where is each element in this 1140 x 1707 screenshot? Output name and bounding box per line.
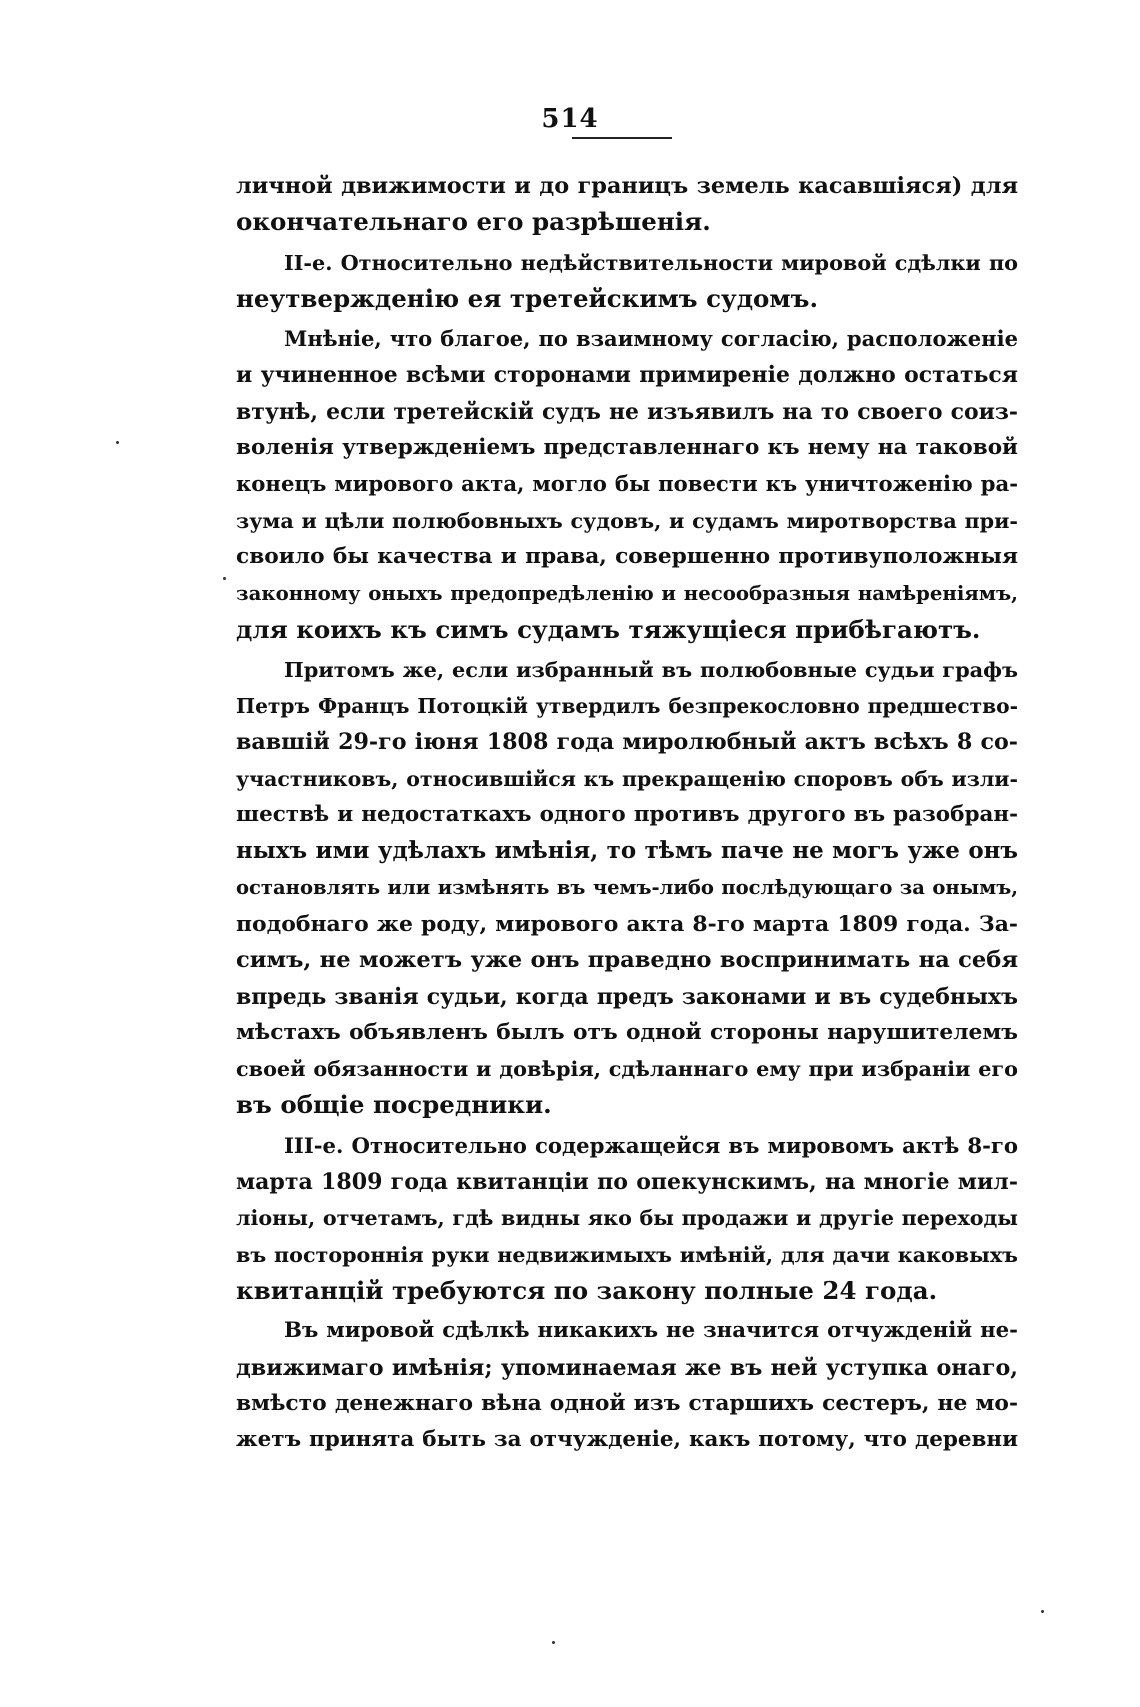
text-line: ліоны, отчетамъ, гдѣ видны яко бы продажи и другіе переходы xyxy=(236,1206,1018,1231)
scan-speck xyxy=(552,1641,555,1644)
text-line: Петръ Францъ Потоцкій утвердилъ безпрекословно предшество- xyxy=(236,694,1018,719)
text-line: конецъ мирового акта, могло бы повести къ уничтоженію ра- xyxy=(236,471,1018,497)
text-line: въ общіе посредники. xyxy=(236,1090,552,1120)
scan-speck xyxy=(223,577,226,580)
text-line: Мнѣніе, что благое, по взаимному согласію, расположеніе xyxy=(284,326,1018,352)
text-line: зума и цѣли полюбовныхъ судовъ, и судамъ миротворства при- xyxy=(236,508,1018,533)
text-line: своило бы качества и права, совершенно противуположныя xyxy=(236,543,1018,569)
text-line: подобнаго же роду, мирового акта 8-го марта 1809 года. За- xyxy=(236,910,1018,937)
text-line: вмѣсто денежнаго вѣна одной изъ старшихъ сестеръ, не мо- xyxy=(236,1390,1018,1416)
paragraph xyxy=(236,1313,1018,1458)
text-line: II-е. Относительно недѣйствительности мировой сдѣлки по xyxy=(284,249,1018,275)
text-line: воленія утвержденіемъ представленнаго къ нему на таковой xyxy=(236,435,1018,461)
paragraph xyxy=(236,321,1018,648)
text-line: для коихъ къ симъ судамъ тяжущіеся прибѣгаютъ. xyxy=(236,614,981,644)
text-line: впредь званія судьи, когда предъ законами и въ судебныхъ xyxy=(236,983,1018,1010)
text-line: мѣстахъ объявленъ былъ отъ одной стороны нарушителемъ xyxy=(236,1019,1018,1045)
text-line: втунѣ, если третейскій судъ не изъявилъ на то своего соиз- xyxy=(236,398,1018,425)
scan-speck xyxy=(116,441,119,444)
text-line: и учиненное всѣми сторонами примиреніе должно остаться xyxy=(236,362,1018,389)
text-line: ныхъ ими удѣлахъ имѣнія, то тѣмъ паче не могъ уже онъ xyxy=(236,837,1018,865)
text-line: законному оныхъ предопредѣленію и несообразныя намѣреніямъ, xyxy=(236,581,1018,606)
text-line: движимаго имѣнія; упоминаемая же въ ней уступка онаго, xyxy=(236,1354,1018,1381)
paragraph xyxy=(236,652,1018,1124)
text-line: участниковъ, относившійся къ прекращенію споровъ объ изли- xyxy=(236,766,1018,791)
text-line: шествѣ и недостаткахъ одного противъ другого въ разобран- xyxy=(236,802,1018,828)
paragraph xyxy=(236,245,1018,318)
text-line: вавшій 29-го іюня 1808 года миролюбный актъ всѣхъ 8 со- xyxy=(236,729,1018,756)
body-text xyxy=(236,168,1018,1458)
paragraph xyxy=(236,1128,1018,1309)
text-line: Въ мировой сдѣлкѣ никакихъ не значится отчужденій не- xyxy=(284,1318,1018,1344)
text-line: симъ, не можетъ уже онъ праведно воспринимать на себя xyxy=(236,947,1018,974)
text-line: остановлять или измѣнять въ чемъ-либо послѣдующаго за онымъ, xyxy=(236,875,1018,899)
text-line: Притомъ же, если избранный въ полюбовные судьи графъ xyxy=(284,656,1018,682)
text-line: въ постороннія руки недвижимыхъ имѣній, для дачи каковыхъ xyxy=(236,1242,1018,1267)
text-line: жетъ принята быть за отчужденіе, какъ потому, что деревни xyxy=(236,1427,1018,1453)
text-line: марта 1809 года квитанціи по опекунскимъ, на многіе мил- xyxy=(236,1169,1018,1196)
text-line: III-е. Относительно содержащейся въ мировомъ актѣ 8-го xyxy=(284,1132,1018,1158)
text-line: окончательнаго его разрѣшенія. xyxy=(236,207,711,237)
page-number-rule xyxy=(572,137,672,139)
text-line: квитанцій требуются по закону полные 24 года. xyxy=(236,1275,938,1305)
scan-speck xyxy=(1041,1610,1044,1613)
text-line: неутвержденію ея третейскимъ судомъ. xyxy=(236,283,818,313)
page-number: 514 xyxy=(541,104,599,134)
text-line: личной движимости и до границъ земель касавшіяся) для xyxy=(236,173,1018,199)
paragraph xyxy=(236,168,1018,241)
text-line: своей обязанности и довѣрія, сдѣланнаго ему при избраніи его xyxy=(236,1056,1018,1082)
